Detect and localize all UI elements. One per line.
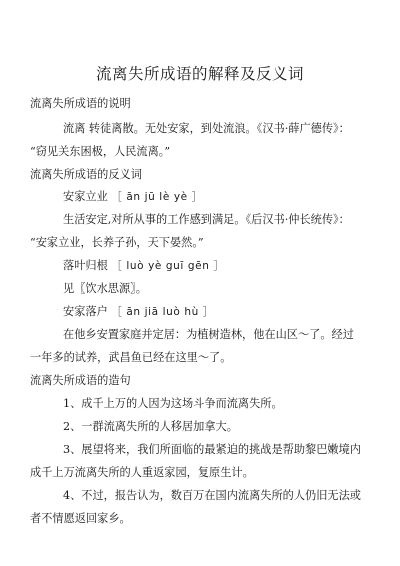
example-sentence-1: 1、成千上万的人因为这场斗争而流离失所。 xyxy=(63,397,283,410)
antonym-1-definition-line-1: 生活安定,对所从事的工作感到满足。《后汉书·仲长统传》： xyxy=(63,213,350,226)
antonym-3-word: 安家落户 xyxy=(63,305,108,318)
explanation-line-2: “窃见关东困极，人民流离。” xyxy=(30,145,171,158)
antonym-1-word: 安家立业 xyxy=(63,190,108,203)
antonym-2-word: 落叶归根 xyxy=(63,259,108,272)
antonym-3-definition-line-1: 在他乡安置家庭并定居：为植树造林，他在山区～了。经过 xyxy=(63,328,354,341)
example-sentence-3-line-2: 成千上万流离失所的人重返家园，复原生计。 xyxy=(30,466,254,479)
example-sentence-4-line-2: 者不情愿返回家乡。 xyxy=(30,512,131,525)
section-heading-explanation: 流离失所成语的说明 xyxy=(30,97,131,110)
antonym-1-pinyin: ［ ān jū lè yè ］ xyxy=(111,191,203,203)
antonym-2-see-also: 见〖饮水思源〗。 xyxy=(63,282,147,295)
antonym-2-pinyin: ［ luò yè guī gēn ］ xyxy=(111,260,225,272)
antonym-1-definition-line-2: “安家立业，长养子孙，天下晏然。” xyxy=(30,236,204,249)
antonym-3-pinyin: ［ ān jiā luò hù ］ xyxy=(111,306,214,318)
section-heading-antonyms: 流离失所成语的反义词 xyxy=(30,168,142,181)
antonym-3-entry xyxy=(63,305,214,319)
explanation-line-1: 流离 转徒离散。无处安家，到处流浪。《汉书·薛广德传》： xyxy=(63,122,350,135)
example-sentence-2: 2、一群流离失所的人移居加拿大。 xyxy=(63,420,238,433)
example-sentence-3-line-1: 3、展望将来，我们所面临的最紧迫的挑战是帮助黎巴嫩境内 xyxy=(63,443,361,456)
antonym-1-entry xyxy=(63,190,203,204)
section-heading-examples: 流离失所成语的造句 xyxy=(30,374,131,387)
page-title: 流离失所成语的解释及反义词 xyxy=(95,65,304,83)
antonym-3-definition-line-2: 一年多的试养，武昌鱼已经在这里～了。 xyxy=(30,351,232,364)
example-sentence-4-line-1: 4、不过，报告认为，数百万在国内流离失所的人仍旧无法或 xyxy=(63,489,361,502)
antonym-2-entry xyxy=(63,259,225,273)
